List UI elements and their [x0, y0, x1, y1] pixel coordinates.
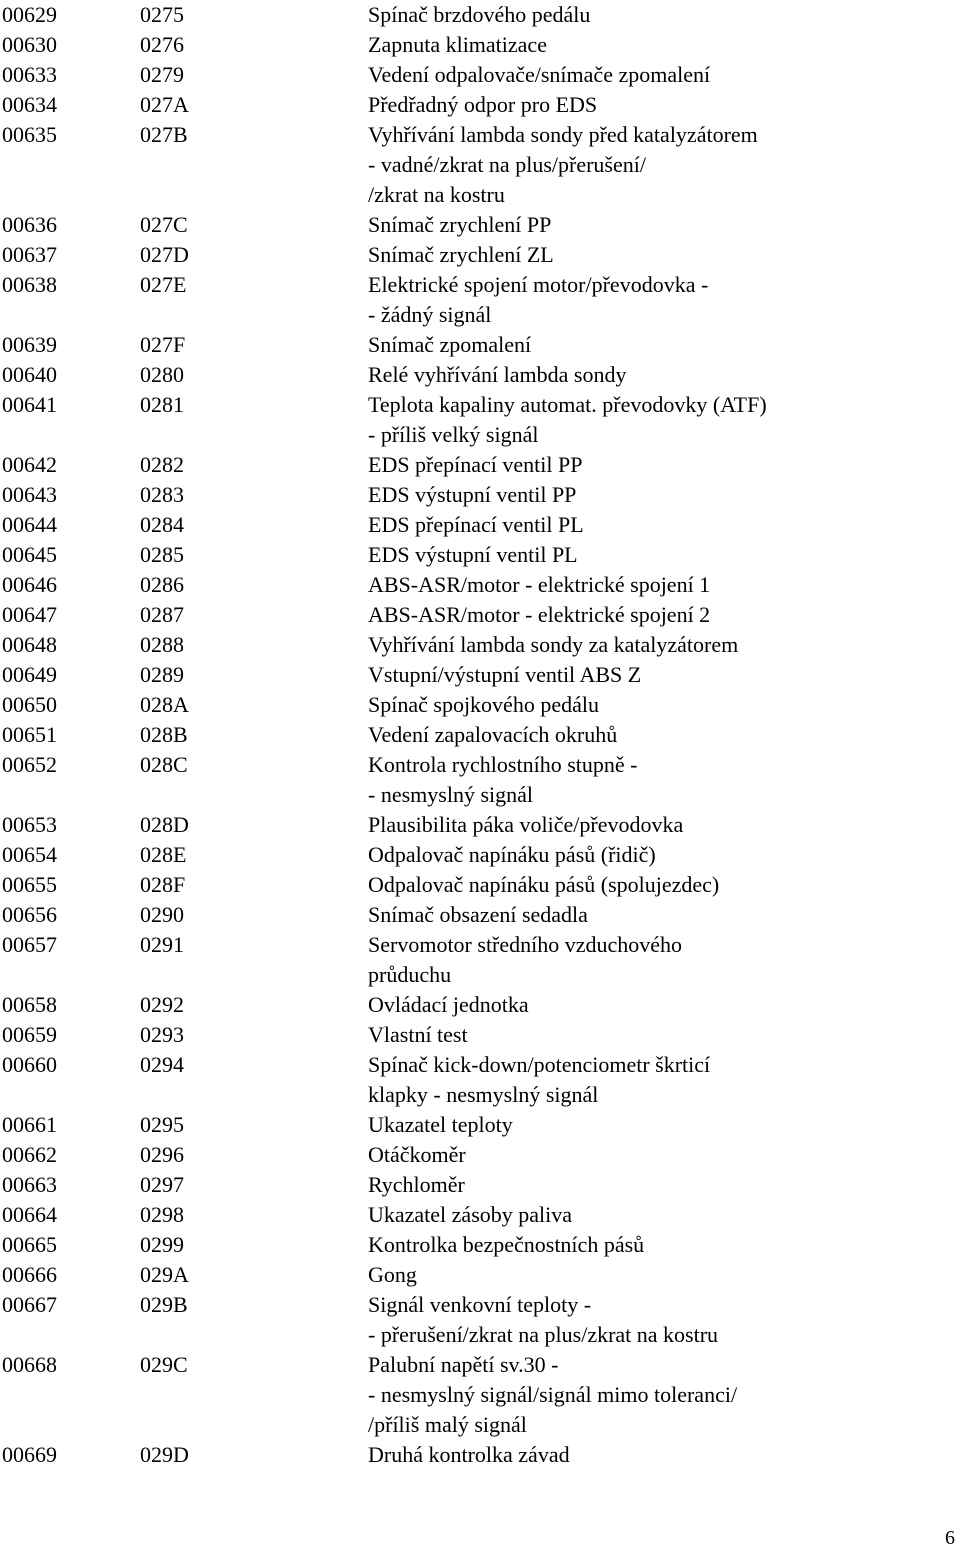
- table-row: [0, 1230, 960, 1260]
- hex-code: 028E: [140, 842, 187, 867]
- fault-code: 00638: [2, 272, 57, 297]
- table-row: [0, 600, 960, 630]
- hex-code: 0295: [140, 1112, 184, 1137]
- hex-code: 0287: [140, 602, 184, 627]
- fault-description: [368, 1350, 960, 1440]
- fault-code: 00629: [2, 2, 57, 27]
- description-line: klapky - nesmyslný signál: [368, 1082, 599, 1107]
- description-line: Vyhřívání lambda sondy před katalyzátorem: [368, 122, 758, 147]
- table-row: [0, 750, 960, 810]
- fault-description: [368, 810, 960, 840]
- fault-description: [368, 330, 960, 360]
- table-row: [0, 900, 960, 930]
- table-row: [0, 1020, 960, 1050]
- fault-code: 00667: [2, 1292, 57, 1317]
- fault-description: [368, 1230, 960, 1260]
- table-row: [0, 1350, 960, 1440]
- fault-description: [368, 990, 960, 1020]
- fault-code: 00630: [2, 32, 57, 57]
- description-line: Snímač zrychlení PP: [368, 212, 552, 237]
- fault-code: 00642: [2, 452, 57, 477]
- description-line: Vlastní test: [368, 1022, 468, 1047]
- description-line: Kontrolka bezpečnostních pásů: [368, 1232, 645, 1257]
- table-row: [0, 30, 960, 60]
- description-line: Elektrické spojení motor/převodovka -: [368, 272, 709, 297]
- fault-description: [368, 870, 960, 900]
- fault-code: 00637: [2, 242, 57, 267]
- description-line: Ukazatel zásoby paliva: [368, 1202, 573, 1227]
- fault-description: [368, 1050, 960, 1110]
- description-line: Plausibilita páka voliče/převodovka: [368, 812, 684, 837]
- table-row: [0, 270, 960, 330]
- description-line: Snímač obsazení sedadla: [368, 902, 588, 927]
- description-line: Ukazatel teploty: [368, 1112, 513, 1137]
- fault-code: 00664: [2, 1202, 57, 1227]
- table-row: [0, 450, 960, 480]
- description-line: Kontrola rychlostního stupně -: [368, 752, 638, 777]
- table-row: [0, 240, 960, 270]
- table-row: [0, 570, 960, 600]
- fault-description: [368, 60, 960, 90]
- description-line: EDS výstupní ventil PP: [368, 482, 577, 507]
- fault-description: [368, 1140, 960, 1170]
- description-line: Odpalovač napínáku pásů (řidič): [368, 842, 656, 867]
- table-row: [0, 1440, 960, 1470]
- table-row: [0, 870, 960, 900]
- fault-code: 00668: [2, 1352, 57, 1377]
- description-line: Gong: [368, 1262, 417, 1287]
- fault-description: [368, 210, 960, 240]
- hex-code: 028B: [140, 722, 188, 747]
- fault-code: 00656: [2, 902, 57, 927]
- table-row: [0, 660, 960, 690]
- description-line: Druhá kontrolka závad: [368, 1442, 570, 1467]
- description-line: Teplota kapaliny automat. převodovky (ATF): [368, 392, 767, 417]
- fault-code: 00645: [2, 542, 57, 567]
- table-row: [0, 1290, 960, 1350]
- table-row: [0, 360, 960, 390]
- fault-code: 00657: [2, 932, 57, 957]
- fault-code: 00663: [2, 1172, 57, 1197]
- fault-description: [368, 720, 960, 750]
- hex-code: 0285: [140, 542, 184, 567]
- hex-code: 0276: [140, 32, 184, 57]
- fault-description: [368, 120, 960, 210]
- description-line: Palubní napětí sv.30 -: [368, 1352, 559, 1377]
- fault-description: [368, 540, 960, 570]
- fault-code: 00652: [2, 752, 57, 777]
- table-row: [0, 990, 960, 1020]
- fault-code: 00654: [2, 842, 57, 867]
- description-line: Zapnuta klimatizace: [368, 32, 547, 57]
- hex-code: 0280: [140, 362, 184, 387]
- fault-code: 00650: [2, 692, 57, 717]
- description-line: Spínač brzdového pedálu: [368, 2, 591, 27]
- description-line: - nesmyslný signál: [368, 782, 533, 807]
- fault-code: 00661: [2, 1112, 57, 1137]
- table-row: [0, 630, 960, 660]
- fault-code: 00634: [2, 92, 57, 117]
- table-row: [0, 510, 960, 540]
- description-line: Vedení zapalovacích okruhů: [368, 722, 618, 747]
- fault-description: [368, 1290, 960, 1350]
- table-row: [0, 540, 960, 570]
- fault-description: [368, 660, 960, 690]
- table-row: [0, 90, 960, 120]
- fault-description: [368, 0, 960, 30]
- hex-code: 0296: [140, 1142, 184, 1167]
- fault-description: [368, 510, 960, 540]
- hex-code: 0283: [140, 482, 184, 507]
- hex-code: 0281: [140, 392, 184, 417]
- fault-description: [368, 1110, 960, 1140]
- table-row: [0, 390, 960, 450]
- table-row: [0, 1050, 960, 1110]
- table-row: [0, 1140, 960, 1170]
- fault-description: [368, 90, 960, 120]
- description-line: Odpalovač napínáku pásů (spolujezdec): [368, 872, 720, 897]
- fault-code: 00643: [2, 482, 57, 507]
- hex-code: 0286: [140, 572, 184, 597]
- fault-code: 00665: [2, 1232, 57, 1257]
- description-line: Snímač zrychlení ZL: [368, 242, 554, 267]
- fault-code: 00633: [2, 62, 57, 87]
- fault-code: 00658: [2, 992, 57, 1017]
- description-line: Spínač kick-down/potenciometr škrticí: [368, 1052, 711, 1077]
- description-line: - příliš velký signál: [368, 422, 539, 447]
- description-line: Relé vyhřívání lambda sondy: [368, 362, 627, 387]
- description-line: Snímač zpomalení: [368, 332, 532, 357]
- table-row: [0, 690, 960, 720]
- description-line: Servomotor středního vzduchového: [368, 932, 683, 957]
- description-line: Spínač spojkového pedálu: [368, 692, 599, 717]
- hex-code: 029A: [140, 1262, 189, 1287]
- table-row: [0, 0, 960, 30]
- hex-code: 027E: [140, 272, 187, 297]
- description-line: ABS-ASR/motor - elektrické spojení 2: [368, 602, 711, 627]
- hex-code: 0299: [140, 1232, 184, 1257]
- fault-description: [368, 840, 960, 870]
- hex-code: 028A: [140, 692, 189, 717]
- fault-code: 00639: [2, 332, 57, 357]
- fault-description: [368, 30, 960, 60]
- hex-code: 0288: [140, 632, 184, 657]
- hex-code: 029C: [140, 1352, 188, 1377]
- hex-code: 029B: [140, 1292, 188, 1317]
- description-line: EDS přepínací ventil PL: [368, 512, 584, 537]
- hex-code: 0297: [140, 1172, 184, 1197]
- table-row: [0, 1200, 960, 1230]
- hex-code: 0292: [140, 992, 184, 1017]
- description-line: ABS-ASR/motor - elektrické spojení 1: [368, 572, 711, 597]
- fault-description: [368, 1260, 960, 1290]
- table-row: [0, 120, 960, 210]
- description-line: Předřadný odpor pro EDS: [368, 92, 598, 117]
- fault-code: 00659: [2, 1022, 57, 1047]
- fault-description: [368, 1440, 960, 1470]
- fault-description: [368, 450, 960, 480]
- hex-code: 027C: [140, 212, 188, 237]
- description-line: Otáčkoměr: [368, 1142, 466, 1167]
- fault-code: 00635: [2, 122, 57, 147]
- hex-code: 0298: [140, 1202, 184, 1227]
- hex-code: 0294: [140, 1052, 184, 1077]
- table-row: [0, 810, 960, 840]
- table-row: [0, 210, 960, 240]
- fault-code: 00644: [2, 512, 57, 537]
- fault-code: 00662: [2, 1142, 57, 1167]
- fault-description: [368, 630, 960, 660]
- description-line: - nesmyslný signál/signál mimo toleranci/: [368, 1382, 738, 1407]
- table-row: [0, 930, 960, 990]
- page-number: 6: [945, 1527, 955, 1549]
- description-line: /zkrat na kostru: [368, 182, 505, 207]
- fault-description: [368, 1200, 960, 1230]
- description-line: - žádný signál: [368, 302, 492, 327]
- hex-code: 028F: [140, 872, 186, 897]
- table-row: [0, 60, 960, 90]
- hex-code: 0291: [140, 932, 184, 957]
- description-line: /příliš malý signál: [368, 1412, 527, 1437]
- fault-description: [368, 750, 960, 810]
- description-line: EDS přepínací ventil PP: [368, 452, 583, 477]
- table-row: [0, 480, 960, 510]
- hex-code: 027A: [140, 92, 189, 117]
- fault-code: 00653: [2, 812, 57, 837]
- table-row: [0, 840, 960, 870]
- description-line: Vyhřívání lambda sondy za katalyzátorem: [368, 632, 739, 657]
- table-row: [0, 1170, 960, 1200]
- fault-code: 00655: [2, 872, 57, 897]
- fault-description: [368, 240, 960, 270]
- hex-code: 0282: [140, 452, 184, 477]
- fault-description: [368, 390, 960, 450]
- table-row: [0, 1260, 960, 1290]
- hex-code: 0284: [140, 512, 184, 537]
- description-line: - vadné/zkrat na plus/přerušení/: [368, 152, 646, 177]
- fault-description: [368, 1170, 960, 1200]
- table-row: [0, 330, 960, 360]
- description-line: - přerušení/zkrat na plus/zkrat na kostru: [368, 1322, 719, 1347]
- fault-code: 00646: [2, 572, 57, 597]
- description-line: EDS výstupní ventil PL: [368, 542, 578, 567]
- fault-description: [368, 930, 960, 990]
- fault-code: 00647: [2, 602, 57, 627]
- fault-description: [368, 480, 960, 510]
- hex-code: 027D: [140, 242, 189, 267]
- fault-code: 00669: [2, 1442, 57, 1467]
- hex-code: 0289: [140, 662, 184, 687]
- hex-code: 0293: [140, 1022, 184, 1047]
- description-line: Rychloměr: [368, 1172, 465, 1197]
- hex-code: 029D: [140, 1442, 189, 1467]
- fault-code: 00636: [2, 212, 57, 237]
- description-line: Signál venkovní teploty -: [368, 1292, 592, 1317]
- fault-code: 00648: [2, 632, 57, 657]
- hex-code: 028C: [140, 752, 188, 777]
- fault-code: 00651: [2, 722, 57, 747]
- description-line: Ovládací jednotka: [368, 992, 529, 1017]
- description-line: průduchu: [368, 962, 452, 987]
- fault-description: [368, 270, 960, 330]
- hex-code: 028D: [140, 812, 189, 837]
- fault-description: [368, 900, 960, 930]
- fault-code: 00640: [2, 362, 57, 387]
- hex-code: 027F: [140, 332, 186, 357]
- hex-code: 0290: [140, 902, 184, 927]
- fault-description: [368, 570, 960, 600]
- description-line: Vedení odpalovače/snímače zpomalení: [368, 62, 711, 87]
- fault-description: [368, 600, 960, 630]
- fault-description: [368, 690, 960, 720]
- description-line: Vstupní/výstupní ventil ABS Z: [368, 662, 642, 687]
- fault-description: [368, 360, 960, 390]
- fault-code: 00641: [2, 392, 57, 417]
- table-row: [0, 1110, 960, 1140]
- fault-description: [368, 1020, 960, 1050]
- hex-code: 0279: [140, 62, 184, 87]
- fault-code: 00666: [2, 1262, 57, 1287]
- table-row: [0, 720, 960, 750]
- hex-code: 0275: [140, 2, 184, 27]
- fault-code: 00660: [2, 1052, 57, 1077]
- fault-code: 00649: [2, 662, 57, 687]
- hex-code: 027B: [140, 122, 188, 147]
